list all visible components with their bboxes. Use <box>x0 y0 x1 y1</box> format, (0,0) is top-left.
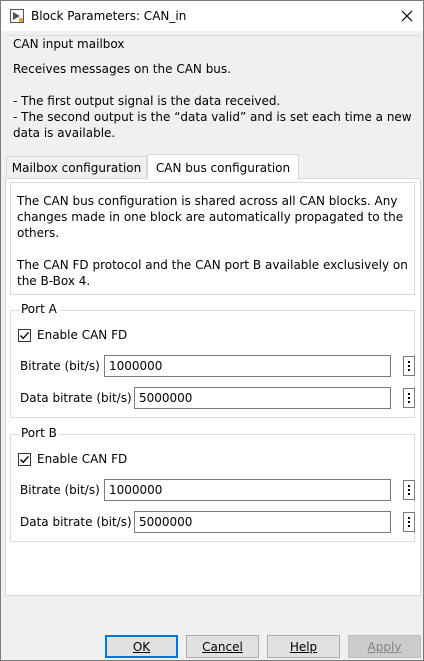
port-a-bitrate-label: Bitrate (bit/s) <box>20 359 100 373</box>
block-description <box>6 35 420 146</box>
port-b-enable-checkbox[interactable] <box>18 453 31 466</box>
port-a-data-bitrate-input[interactable]: 5000000 <box>134 387 391 409</box>
info-box <box>10 182 415 295</box>
port-b-enable-label: Enable CAN FD <box>37 452 128 466</box>
port-a-enable-label: Enable CAN FD <box>37 328 128 342</box>
port-a-group <box>10 302 415 418</box>
checkmark-icon <box>19 330 30 341</box>
apply-button-label: Apply <box>367 639 402 654</box>
port-a-data-bitrate-more-icon[interactable] <box>403 388 415 408</box>
checkmark-icon <box>19 454 30 465</box>
port-b-data-bitrate-row <box>20 511 410 533</box>
window-title: Block Parameters: CAN_in <box>31 9 187 23</box>
title-bar <box>1 1 423 31</box>
tab-mailbox-configuration[interactable]: Mailbox configuration <box>6 156 147 179</box>
simulink-block-icon <box>10 9 24 23</box>
close-icon[interactable] <box>391 1 423 31</box>
port-a-enable-checkbox[interactable] <box>18 329 31 342</box>
port-b-data-bitrate-more-icon[interactable] <box>403 512 415 532</box>
port-b-data-bitrate-input[interactable]: 5000000 <box>134 511 391 533</box>
port-b-bitrate-more-icon[interactable] <box>403 480 415 500</box>
port-a-legend: Port A <box>21 302 57 316</box>
port-b-enable-can-fd[interactable] <box>18 452 127 466</box>
port-b-legend: Port B <box>21 426 57 440</box>
info-text: The CAN bus configuration is shared across all CAN blocks. Any changes made in one block are automatically propagated to the others. The CAN FD protocol and the CAN port B available exclusively on the B-Box 4. <box>17 194 408 288</box>
cancel-button-label: Cancel <box>202 639 243 654</box>
can-bus-configuration-panel <box>5 178 421 596</box>
port-a-data-bitrate-label: Data bitrate (bit/s) <box>20 391 132 405</box>
help-button[interactable] <box>267 635 340 658</box>
apply-button[interactable] <box>348 635 421 658</box>
port-a-bitrate-more-icon[interactable] <box>403 356 415 376</box>
description-text: Receives messages on the CAN bus. - The first output signal is the data received. - The second output is the “data valid” and is set each time a new data is available. <box>13 62 412 140</box>
ok-button-label: OK <box>132 639 151 654</box>
description-legend: CAN input mailbox <box>13 37 125 51</box>
port-b-group <box>10 426 415 542</box>
port-b-bitrate-label: Bitrate (bit/s) <box>20 483 100 497</box>
tab-can-bus-configuration[interactable]: CAN bus configuration <box>147 154 299 180</box>
cancel-button[interactable] <box>186 635 259 658</box>
port-a-bitrate-row <box>20 355 410 377</box>
ok-button[interactable] <box>105 635 178 658</box>
tab-bar <box>6 154 420 179</box>
port-a-bitrate-input[interactable]: 1000000 <box>104 355 391 377</box>
port-b-data-bitrate-label: Data bitrate (bit/s) <box>20 515 132 529</box>
help-button-label: Help <box>289 639 318 654</box>
port-a-data-bitrate-row <box>20 387 410 409</box>
port-b-bitrate-row <box>20 479 410 501</box>
port-b-bitrate-input[interactable]: 1000000 <box>104 479 391 501</box>
port-a-enable-can-fd[interactable] <box>18 328 127 342</box>
